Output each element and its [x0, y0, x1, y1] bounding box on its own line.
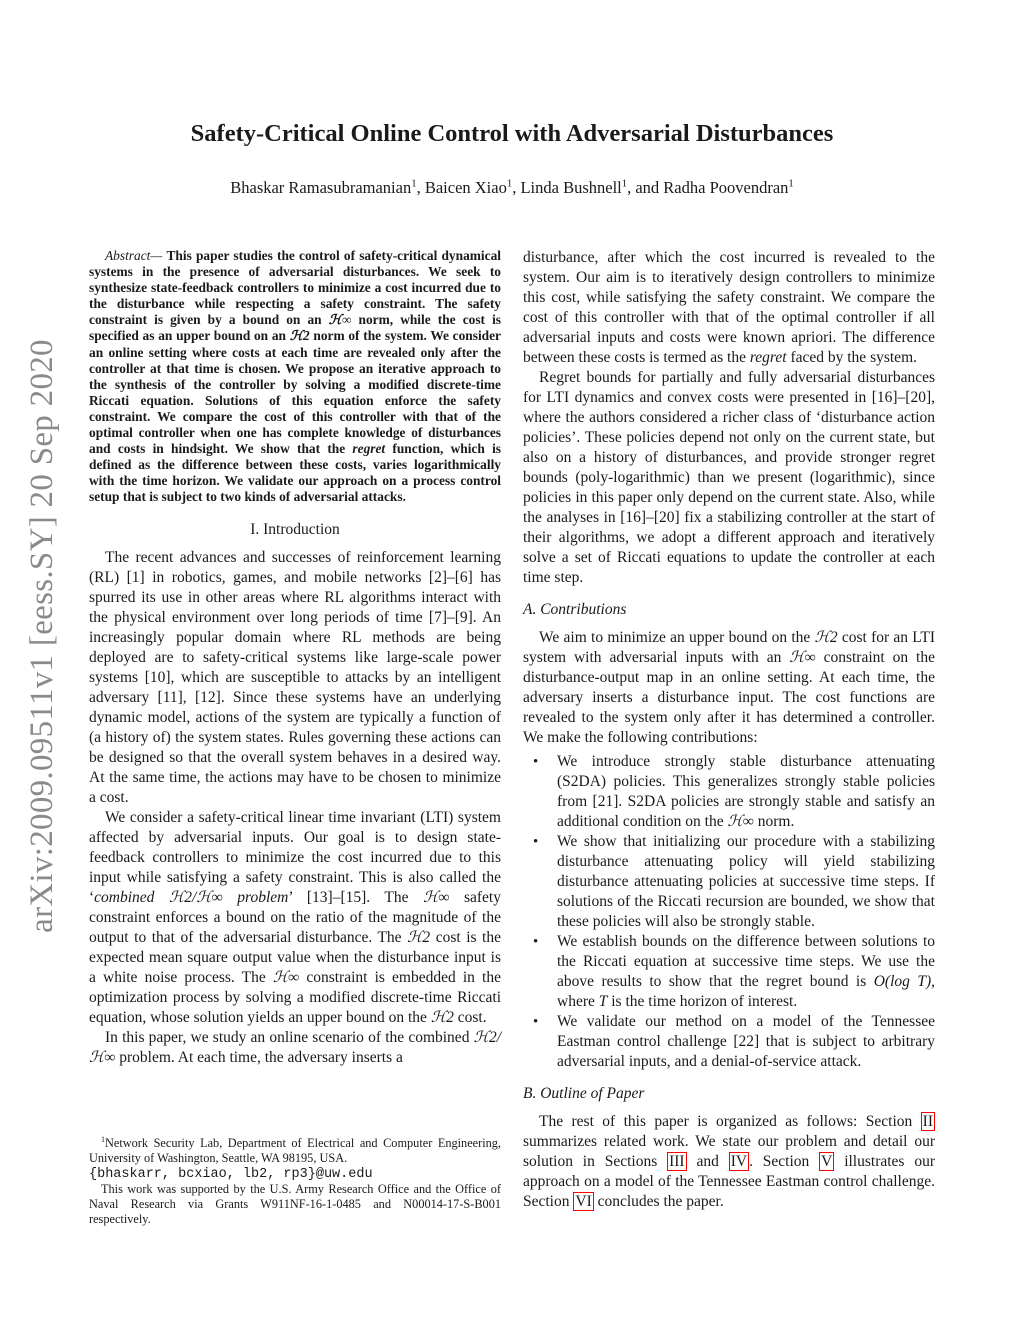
list-item: • We show that initializing our procedure with a stabilizing disturbance attenuating policy will yield stabilizing disturbance attenuating policies at successive time steps. If solutions of the Riccati recursion are bounded, we show that these policies will also be strongly stable. — [523, 832, 935, 932]
section-link-iv[interactable]: IV — [730, 1153, 748, 1170]
abstract: Abstract— This paper studies the control of safety-critical dynamical systems in the presence of adversarial disturbances. We seek to synthesize state-feedback controllers to minimize a cost incurred due to the disturbance while respecting a safety constraint. The safety constraint is given by a bound on an ℋ∞ norm, while the cost is specified as an upper bound on an ℋ2 norm of the system. We consider an online setting where costs at each time are revealed only after the controller at that time is chosen. We propose an iterative approach to the synthesis of the controller by solving a modified discrete-time Riccati equation. Solutions of this equation enforce the safety constraint. We compare the cost of this controller with that of the optimal controller when one has complete knowledge of disturbances and costs in hindsight. We show that the regret function, which is defined as the difference between these costs, varies logarithmically with the time horizon. We validate our approach on a process control setup that is subject to two kinds of adversarial attacks. — [89, 248, 502, 505]
body-paragraph: disturbance, after which the cost incurred is revealed to the system. Our aim is to iteratively design controllers to minimize this cost, while satisfying the safety constraint. We compare the cost of this controller with that of the optimal controller if all adversarial inputs and costs were known apriori. The difference between these costs is termed as the regret faced by the system. — [523, 249, 935, 366]
footnote-funding: This work was supported by the U.S. Army Research Office and the Office of Naval Research via Grants W911NF-16-1-0485 and N00014-17-S-B001 respectively. — [89, 1181, 501, 1227]
body-paragraph: The rest of this paper is organized as follows: Section II summarizes related work. We state our problem and detail our solution in Sections III and IV . Section V illustrates our approach on a model of the Tennessee Eastman control challenge. Section VI concludes the paper. — [523, 1113, 935, 1210]
section-link-vi[interactable]: VI — [575, 1193, 592, 1210]
footnote — [89, 1136, 501, 1228]
footnote-affiliation: $^1$Network Security Lab, Department of Electrical and Computer Engineering, University of Washington, Seattle, WA 98195, USA. — [89, 1134, 501, 1166]
left-column — [89, 248, 501, 1068]
body-paragraph: Regret bounds for partially and fully adversarial disturbances for LTI dynamics and convex costs were presented in [16]–[20], where the authors considered a richer class of ‘disturbance action policies’. These policies depend not only on the current state, but also on a history of disturbances, and provide stronger regret bounds (poly-logarithmic) than we present (logarithmic), since policies in this paper only depend on the current state. Also, while the analyses in [16]–[20] fix a stabilizing controller at the start of their algorithms, we adopt a different approach and iteratively solve a set of Riccati equations to update the controller at each time step. — [523, 369, 935, 586]
section-link-ii[interactable]: II — [922, 1113, 933, 1130]
list-item: • We validate our method on a model of the Tennessee Eastman control challenge [22] that is subject to arbitrary adversarial inputs, and a denial-of-service attack. — [523, 1012, 935, 1072]
author-name: Bhaskar Ramasubramanian — [230, 178, 412, 197]
right-column — [523, 248, 935, 1212]
author-name: Baicen Xiao — [424, 178, 507, 197]
list-item: • We introduce strongly stable disturbance attenuating (S2DA) policies. This generalizes strongly stable policies from [21]. S2DA policies are strongly stable and satisfy an additional condition on the ℋ∞ norm. — [523, 752, 935, 832]
section-link-iii[interactable]: III — [669, 1153, 685, 1170]
intro-paragraph: The recent advances and successes of reinforcement learning (RL) [1] in robotics, games, and mobile networks [2]–[6] has spurred its use in other areas where RL algorithms interact with the physical environment over long periods of time [7]–[9]. An increasingly popular domain where RL methods are being deployed are to safety-critical systems like large-scale power systems [10], which are susceptible to attacks by an intelligent adversary [11], [12]. Since these systems have an underlying dynamic model, actions of the system are typically a function of (a history of) the system states. Rules governing these actions can be designed so that the overall system behaves in a desired way. At the same time, the actions may have to be chosen to minimize a cost. — [89, 548, 501, 806]
list-item: • We establish bounds on the difference between solutions to the Riccati equation at successive time steps. We use the above results to show that the regret bound is O(log T), where T is the time horizon of interest. — [523, 932, 935, 1012]
contributions-list — [523, 752, 935, 1072]
paper-title: Safety-Critical Online Control with Adversarial Disturbances — [190, 120, 834, 147]
section-link-v[interactable]: V — [821, 1153, 833, 1170]
abstract-label: Abstract — [105, 248, 151, 263]
author-name: Linda Bushnell — [520, 178, 622, 197]
author-name: Radha Poovendran — [663, 178, 789, 197]
subsection-heading-contributions: A. Contributions — [523, 601, 627, 618]
intro-paragraph: In this paper, we study an online scenario of the combined ℋ2/ℋ∞ problem. At each time, the adversary inserts a — [89, 1028, 501, 1066]
author-list: Bhaskar Ramasubramanian$^1$, Baicen Xiao$^1$, Linda Bushnell$^1$, and Radha Poovendran$^1$ — [230, 177, 794, 197]
section-heading-introduction: I. Introduction — [250, 520, 340, 538]
arxiv-identifier: arXiv:2009.09511v1 [eess.SY] 20 Sep 2020 — [24, 339, 60, 933]
body-paragraph: We aim to minimize an upper bound on the ℋ2 cost for an LTI system with adversarial inputs with an ℋ∞ constraint on the disturbance-output map in an online setting. At each time, the adversary inserts a disturbance input. The cost functions are revealed to the system only after it has determined a controller. We make the following contributions: — [523, 629, 935, 746]
intro-paragraph: We consider a safety-critical linear time invariant (LTI) system affected by adversarial inputs. Our goal is to design state-feedback controllers to minimize the cost incurred due to this input while satisfying a safety constraint. This is also called the ‘combined ℋ2/ℋ∞ problem’ [13]–[15]. The ℋ∞ safety constraint enforces a bound on the ratio of the magnitude of the output to that of the adversarial disturbance. The ℋ2 cost is the expected mean square output value when the disturbance input is a white noise process. The ℋ∞ constraint is embedded in the optimization process by solving a modified discrete-time Riccati equation, whose solution yields an upper bound on the ℋ2 cost. — [89, 808, 501, 1026]
footnote-emails: {bhaskarr, bcxiao, lb2, rp3}@uw.edu — [89, 1166, 373, 1182]
subsection-heading-outline: B. Outline of Paper — [523, 1085, 645, 1102]
